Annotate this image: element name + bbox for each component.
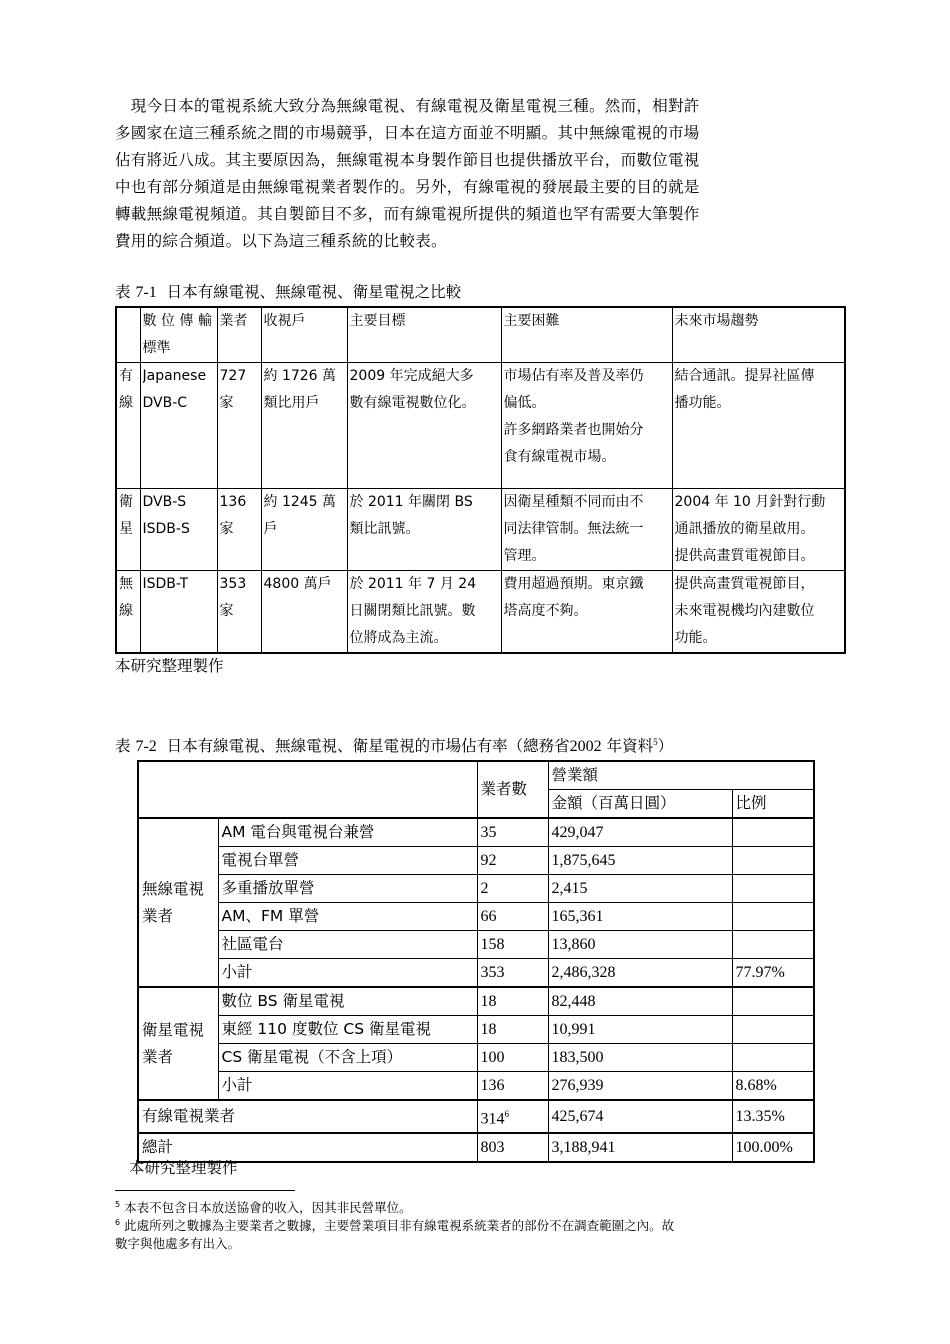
count-cell: 803 [477, 1133, 548, 1162]
table2-source: 本研究整理製作 [129, 1159, 238, 1177]
header-cell: 主要困難 [501, 307, 672, 363]
table1-source: 本研究整理製作 [115, 657, 224, 675]
ratio-cell [732, 818, 814, 847]
table1-caption [115, 280, 461, 302]
paragraph-line: 多國家在這三種系統之間的市場競爭，日本在這方面並不明顯。其中無線電視的市場 [115, 124, 700, 142]
amount-cell: 2,486,328 [548, 959, 732, 988]
item-cell: 社區電台 [218, 931, 477, 959]
count-cell: 100 [477, 1044, 548, 1072]
goal-cell: 於 2011 年關閉 BS 類比訊號。 [347, 489, 501, 571]
paragraph-line: 現今日本的電視系統大致分為無線電視、有線電視及衛星電視三種。然而，相對許 [115, 97, 700, 115]
amount-cell: 276,939 [548, 1072, 732, 1101]
amount-cell: 183,500 [548, 1044, 732, 1072]
footnote-ref: 6 [504, 1109, 509, 1119]
caption-prefix: 表 [115, 737, 131, 755]
ratio-cell [732, 847, 814, 875]
footnote-text: 此處所列之數據為主要業者之數據，主要營業項目非有線電視系統業者的部份不在調查範圍之內。故 [124, 1218, 675, 1234]
header-cell: 營業額 [548, 761, 814, 790]
ratio-cell [732, 875, 814, 903]
table-row [138, 959, 814, 988]
table-row [138, 1072, 814, 1101]
type-cell: 有 線 [116, 363, 140, 489]
header-cell: 數 位 傳 輸 標準 [140, 307, 217, 363]
standard-cell: DVB-S ISDB-S [140, 489, 217, 571]
trend-cell: 提供高畫質電視節目， 未來電視機均內建數位 功能。 [672, 571, 845, 654]
table-row [138, 1016, 814, 1044]
header-cell: 金額（百萬日圓） [548, 790, 732, 819]
type-cell: 衛 星 [116, 489, 140, 571]
goal-cell: 於 2011 年 7 月 24 日關閉類比訊號。數 位將成為主流。 [347, 571, 501, 654]
header-cell: 業者數 [477, 761, 548, 818]
caption-title: 日本有線電視、無線電視、衛星電視之比較 [166, 283, 462, 301]
difficulty-cell: 市場佔有率及普及率仍 偏低。 許多網路業者也開始分 食有線電視市場。 [501, 363, 672, 489]
ratio-cell [732, 1044, 814, 1072]
ratio-cell: 77.97% [732, 959, 814, 988]
operators-cell: 353 家 [217, 571, 261, 654]
households-cell: 4800 萬戶 [261, 571, 347, 654]
table-row [138, 847, 814, 875]
count-cell: 35 [477, 818, 548, 847]
table-row [116, 363, 845, 489]
table-row [138, 931, 814, 959]
item-cell: 多重播放單營 [218, 875, 477, 903]
table-header-row [116, 307, 845, 363]
count-cell: 92 [477, 847, 548, 875]
item-cell: AM、FM 單營 [218, 903, 477, 931]
footnote [115, 1214, 837, 1253]
item-cell: 小計 [218, 1072, 477, 1101]
group-label: 衛星電視業者 [138, 987, 218, 1100]
count-cell: 353 [477, 959, 548, 988]
amount-cell: 82,448 [548, 987, 732, 1016]
trend-cell: 結合通訊。提昇社區傳 播功能。 [672, 363, 845, 489]
market-share-table [137, 760, 815, 1163]
count-cell: 2 [477, 875, 548, 903]
count-cell: 136 [477, 1072, 548, 1101]
table-row [116, 571, 845, 654]
ratio-cell: 13.35% [732, 1100, 814, 1133]
count-cell: 18 [477, 987, 548, 1016]
amount-cell: 3,188,941 [548, 1133, 732, 1162]
item-cell: 有線電視業者 [138, 1100, 477, 1133]
item-cell: CS 衛星電視（不含上項） [218, 1044, 477, 1072]
caption-prefix: 表 [115, 283, 131, 301]
count-cell: 158 [477, 931, 548, 959]
ratio-cell [732, 903, 814, 931]
operators-cell: 727 家 [217, 363, 261, 489]
ratio-cell: 100.00% [732, 1133, 814, 1162]
header-cell: 未來市場趨勢 [672, 307, 845, 363]
difficulty-cell: 因衛星種類不同而由不 同法律管制。無法統一 管理。 [501, 489, 672, 571]
table-row [138, 987, 814, 1016]
ratio-cell [732, 1016, 814, 1044]
operators-cell: 136 家 [217, 489, 261, 571]
comparison-table [115, 306, 846, 654]
amount-cell: 165,361 [548, 903, 732, 931]
footnote-mark: 5 [115, 1200, 121, 1209]
footnote-text: 數字與他處多有出入。 [115, 1236, 241, 1252]
caption-tail: 年資料 [606, 737, 654, 755]
amount-cell: 13,860 [548, 931, 732, 959]
item-cell: 東經 110 度數位 CS 衛星電視 [218, 1016, 477, 1044]
header-cell: 收視戶 [261, 307, 347, 363]
count-cell: 66 [477, 903, 548, 931]
table-row [116, 489, 845, 571]
header-cell [116, 307, 140, 363]
ratio-cell [732, 931, 814, 959]
header-cell: 主要目標 [347, 307, 501, 363]
paragraph-line: 佔有將近八成。其主要原因為，無線電視本身製作節目也提供播放平台，而數位電視 [115, 151, 700, 169]
table2-caption: 表 7-2 日本有線電視、無線電視、衛星電視的市場佔有率（總務省2002 年資料$^5$） [115, 736, 674, 755]
ratio-cell: 8.68% [732, 1072, 814, 1101]
count-cell: 18 [477, 1016, 548, 1044]
table-row [138, 903, 814, 931]
footnote-text: 本表不包含日本放送協會的收入，因其非民營單位。 [124, 1200, 412, 1216]
amount-cell: 425,674 [548, 1100, 732, 1133]
header-blank [138, 761, 477, 818]
households-cell: 約 1245 萬 戶 [261, 489, 347, 571]
table-row [138, 818, 814, 847]
intro-paragraph [115, 93, 837, 255]
table-row [138, 1044, 814, 1072]
item-cell: AM 電台與電視台兼營 [218, 818, 477, 847]
caption-number: 7-1 [135, 284, 157, 301]
amount-cell: 10,991 [548, 1016, 732, 1044]
caption-year: 2002 [569, 738, 602, 755]
amount-cell: 1,875,645 [548, 847, 732, 875]
trend-cell: 2004 年 10 月針對行動 通訊播放的衛星啟用。 提供高畫質電視節目。 [672, 489, 845, 571]
amount-cell: 429,047 [548, 818, 732, 847]
count-cell: $314^6$ [477, 1100, 548, 1133]
caption-title: 日本有線電視、無線電視、衛星電視的市場佔有率（總務省 [166, 737, 570, 755]
footnote-ref: 5 [653, 736, 658, 747]
paragraph-line: 費用的綜合頻道。以下為這三種系統的比較表。 [115, 232, 447, 250]
difficulty-cell: 費用超過預期。東京鐵 塔高度不夠。 [501, 571, 672, 654]
header-cell: 業者 [217, 307, 261, 363]
header-cell: 比例 [732, 790, 814, 819]
item-cell: 數位 BS 衛星電視 [218, 987, 477, 1016]
goal-cell: 2009 年完成絕大多 數有線電視數位化。 [347, 363, 501, 489]
standard-cell: Japanese DVB-C [140, 363, 217, 489]
footnote-mark: 6 [115, 1218, 121, 1227]
paragraph-line: 轉載無線電視頻道。其自製節目不多，而有線電視所提供的頻道也罕有需要大筆製作 [115, 205, 700, 223]
item-cell: 電視台單營 [218, 847, 477, 875]
table-row [138, 1100, 814, 1133]
item-cell: 總計 [138, 1133, 477, 1162]
amount-cell: 2,415 [548, 875, 732, 903]
ratio-cell [732, 987, 814, 1016]
type-cell: 無 線 [116, 571, 140, 654]
table-row [138, 875, 814, 903]
table-row [138, 1133, 814, 1162]
item-cell: 小計 [218, 959, 477, 988]
footnote-divider [115, 1190, 295, 1191]
table-header-row [138, 761, 814, 790]
caption-number: 7-2 [135, 738, 157, 755]
households-cell: 約 1726 萬 類比用戶 [261, 363, 347, 489]
group-label: 無線電視業者 [138, 818, 218, 987]
paragraph-line: 中也有部分頻道是由無線電視業者製作的。另外，有線電視的發展最主要的目的就是 [115, 178, 700, 196]
standard-cell: ISDB-T [140, 571, 217, 654]
